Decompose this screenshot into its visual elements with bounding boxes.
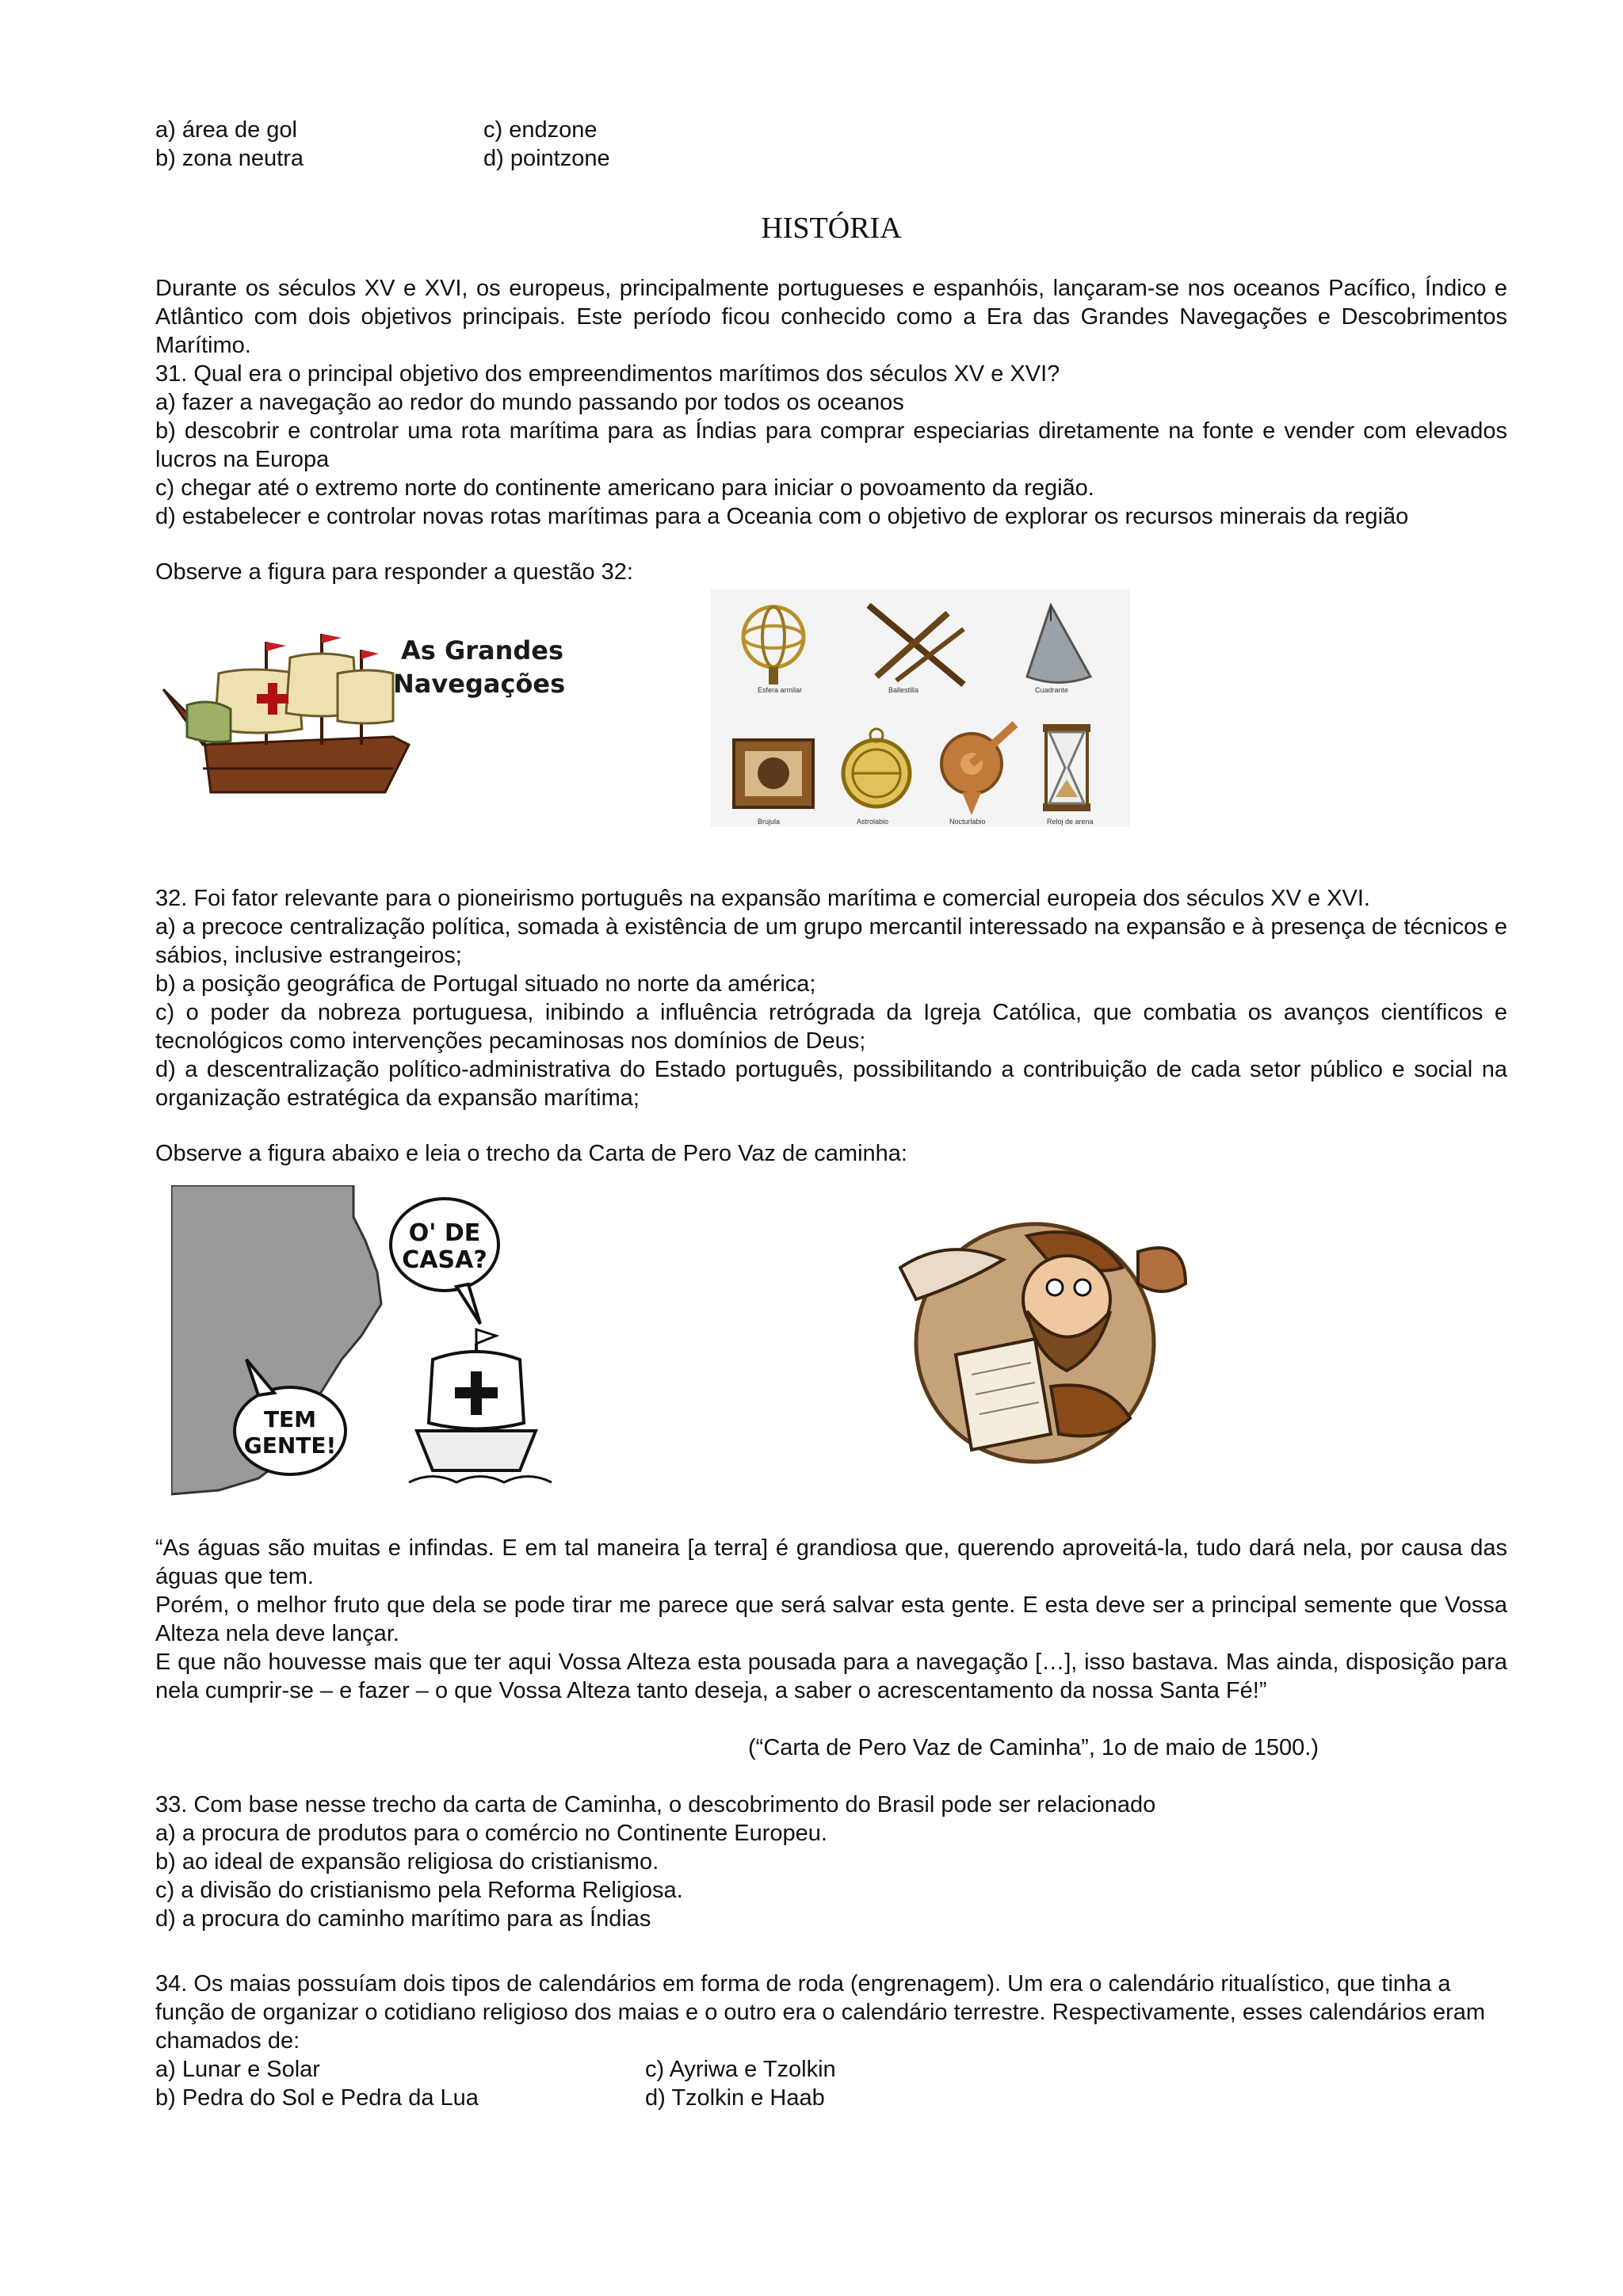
- figure33-intro: Observe a figura abaixo e leia o trecho da Carta de Pero Vaz de caminha:: [155, 1141, 907, 1166]
- instrument-label-2: Ballestilla: [888, 686, 919, 694]
- compass-icon: [734, 740, 813, 807]
- q33-option-d: d) a procura do caminho marítimo para as Índias: [155, 1906, 651, 1932]
- q32-block: [155, 884, 1507, 1112]
- q32-option-d: d) a descentralização político-administrativa do Estado português, possibilitando a contribuição de cada setor público e social na organização estratégica da expansão marítima;: [155, 1057, 1507, 1111]
- option-a: a) área de gol: [155, 117, 297, 143]
- bubble1-line2: CASA?: [402, 1246, 487, 1274]
- instrument-label-5: Astrolabio: [857, 818, 889, 826]
- q33-option-b: b) ao ideal de expansão religiosa do cristianismo.: [155, 1849, 659, 1875]
- q33-option-c: c) a divisão do cristianismo pela Reforma Religiosa.: [155, 1878, 683, 1903]
- section-title: HISTÓRIA: [761, 212, 902, 245]
- grandes-navegacoes-image: [155, 610, 567, 818]
- discovery-cartoon: [171, 1185, 591, 1502]
- intro-paragraph: Durante os séculos XV e XVI, os europeus, principalmente portugueses e espanhóis, lançaram-se nos oceanos Pacífico, Índico e Atlântico com dois objetivos principais. Este período ficou conhecido como a Era das Grandes Navegações e Descobrimentos Marítimo.: [155, 276, 1507, 358]
- option-d: d) pointzone: [483, 146, 610, 171]
- q33-block: [155, 1791, 1507, 1933]
- discovery-cartoon-image: [171, 1185, 591, 1502]
- instruments-illustration: [710, 589, 1130, 827]
- q31-option-b: b) descobrir e controlar uma rota marítima para as Índias para comprar especiarias diretamente na fonte e vender com elevados lucros na Europa: [155, 418, 1507, 472]
- q34-block: [155, 1970, 1507, 2055]
- banner-line1: As Grandes: [401, 635, 564, 666]
- caminha-caricature-image: [869, 1204, 1201, 1474]
- bubble2-line2: GENTE!: [243, 1432, 337, 1459]
- instrument-label-3: Cuadrante: [1035, 686, 1069, 694]
- q34-option-b: b) Pedra do Sol e Pedra da Lua: [155, 2085, 479, 2111]
- instruments-image: [710, 589, 1130, 827]
- option-b: b) zona neutra: [155, 146, 304, 171]
- q34-question: 34. Os maias possuíam dois tipos de calendários em forma de roda (engrenagem). Um era o calendário ritualístico, que tinha a função de organizar o cotidiano religioso dos maias e o outro era o calendário terrestre. Respectivamente, esses calendários eram chamados de:: [155, 1971, 1486, 2054]
- q32-question: 32. Foi fator relevante para o pioneirismo português na expansão marítima e comercial europeia dos séculos XV e XVI.: [155, 886, 1370, 911]
- q32-option-b: b) a posição geográfica de Portugal situado no norte da américa;: [155, 971, 816, 997]
- quote-source: (“Carta de Pero Vaz de Caminha”, 1o de maio de 1500.): [748, 1735, 1319, 1760]
- banner-line2: Navegações: [393, 669, 566, 699]
- bubble1-line1: O' DE: [408, 1219, 481, 1247]
- q33-option-a: a) a procura de produtos para o comércio no Continente Europeu.: [155, 1821, 827, 1846]
- option-c: c) endzone: [483, 117, 598, 143]
- quote-block: [155, 1534, 1507, 1705]
- q31-option-a: a) fazer a navegação ao redor do mundo passando por todos os oceanos: [155, 390, 904, 415]
- q31-option-d: d) estabelecer e controlar novas rotas marítimas para a Oceania com o objetivo de explorar os recursos minerais da região: [155, 504, 1409, 529]
- instrument-label-7: Reloj de arena: [1047, 818, 1094, 826]
- bubble2-line1: TEM: [263, 1406, 317, 1432]
- q34-option-c: c) Ayriwa e Tzolkin: [645, 2057, 836, 2082]
- q32-option-a: a) a precoce centralização política, somada à existência de um grupo mercantil interessado na expansão e à presença de técnicos e sábios, inclusive estrangeiros;: [155, 914, 1507, 968]
- q31-question: 31. Qual era o principal objetivo dos empreendimentos marítimos dos séculos XV e XVI?: [155, 361, 1060, 387]
- instrument-label-6: Nocturlabio: [949, 818, 986, 826]
- q31-option-c: c) chegar até o extremo norte do continente americano para iniciar o povoamento da região.: [155, 475, 1094, 501]
- caminha-caricature: [869, 1204, 1201, 1474]
- quote-paragraph-3: E que não houvesse mais que ter aqui Vossa Alteza esta pousada para a navegação […], isso bastava. Mas ainda, disposição para nela cumprir-se – e fazer – o que Vossa Alteza tanto deseja, a saber o acrescentamento da nossa Santa Fé!”: [155, 1650, 1507, 1703]
- quote-paragraph-1: “As águas são muitas e infindas. E em tal maneira [a terra] é grandiosa que, querendo aproveitá-la, tudo dará nela, por causa das águas que tem.: [155, 1535, 1507, 1589]
- instrument-label-1: Esfera armilar: [758, 686, 803, 694]
- quote-paragraph-2: Porém, o melhor fruto que dela se pode tirar me parece que será salvar esta gente. E esta deve ser a principal semente que Vossa Alteza nela deve lançar.: [155, 1592, 1507, 1646]
- instrument-label-4: Brujula: [758, 818, 781, 826]
- q31-block: [155, 274, 1507, 531]
- q32-option-c: c) o poder da nobreza portuguesa, inibindo a influência retrógrada da Igreja Católica, que combatia os avanços científicos e tecnológicos como intervenções pecaminosas nos domínios de Deus;: [155, 1000, 1507, 1054]
- ship-illustration: [155, 610, 567, 818]
- figure32-intro: Observe a figura para responder a questão 32:: [155, 559, 633, 585]
- q34-option-d: d) Tzolkin e Haab: [645, 2085, 825, 2111]
- q33-question: 33. Com base nesse trecho da carta de Caminha, o descobrimento do Brasil pode ser relacionado: [155, 1792, 1156, 1817]
- q34-option-a: a) Lunar e Solar: [155, 2057, 320, 2082]
